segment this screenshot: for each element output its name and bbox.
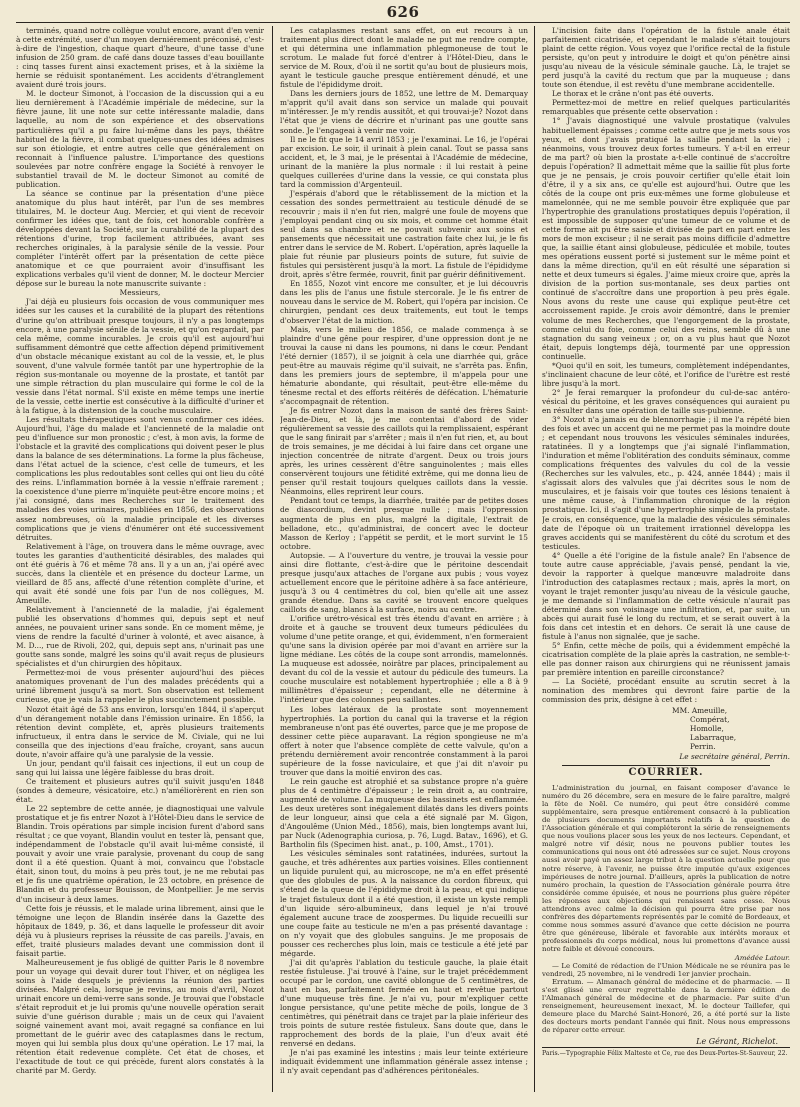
paragraph: Le rein gauche est atrophié et sa substance propre n'a guère plus de 4 centimètre d'épaisseur ; le rein droit a, au contraire, augmenté de volume. La muqueuse des bassinets est enflammée. Les deux uretères sont inégalement dilatés dans les divers points de leur longueur, ainsi que cela a été signalé par M. Gigon, d'Angoulême (Union Méd., 1856), mais, bien longtemps avant lui, par Nuck (Adenographia curiosa, p. 76, Lugd. Batav., 1696), et G. Bartholin fils (Specimen hist. anat., p. 100, Amst., 1701). [280,776,528,850]
member-name: MM. Ameuille, [672,705,728,715]
paragraph: Permettez-moi de vous présenter aujourd'hui des pièces anatomiques provenant de l'un des malades précédents qui a uriné librement jusqu'à sa mort. Son observation est tellement curieuse, que je vais la rappeler le plus succinctement possible. [16,668,264,705]
paragraph: Les résultats thérapeutiques sont venus confirmer ces idées. Aujourd'hui, l'âge du malade et l'ancienneté de la maladie ont peu d'influence sur mon pronostic ; c'est, à mon avis, la forme de l'obstacle et la gravité des complications qui doivent peser le plus dans la balance de ses déterminations. La forme la plus fâcheuse, dans l'état actuel de la science, c'est celle de tumeurs, et les complications les plus redoutables sont celles qui ont lieu du côté des reins. L'inflammation bornée à la vessie n'effraie rarement ; la coexistence d'une pierre m'inquiète peut-être encore moins ; et j'ai consigné, dans mes Recherches sur le traitement des maladies des voies urinaires, publiées en 1856, des observations assez nombreuses, où la maladie principale et les diverses complications que je viens d'énumérer ont été successivement détruites. [16,415,264,542]
paragraph: Il ne le fit que le 14 avril 1853 ; je l'examinai. Le 16, je l'opérai par excision. Le soir, il urinait à plein canal. Tout se passa sans accident, et, le 3 mai, je le présentai à l'Académie de médecine, urinant de la manière la plus normale : il lui restait à peine quelques cuillerées d'urine dans la vessie, ce qui constata plus tard la commission d'Argenteuil. [280,134,528,189]
paragraph: Je fis entrer Nozot dans la maison de santé des frères Saint-Jean-de-Dieu, et là, je me contentai d'abord de vider régulièrement sa vessie des caillots qui la remplissaient, espérant que le sang finirait par s'arrêter ; mais il n'en fut rien, et, au bout de trois semaines, je me décidai à lui faire dans cet organe une injection concentrée de nitrate d'argent. Deux ou trois jours après, les urines cessèrent d'être sanguinolentes ; mais elles conservèrent toujours une fétidité extrême, qui me donna lieu de penser qu'il restait toujours quelques caillots dans la vessie. Néanmoins, elles reprirent leur cours. [280,405,528,497]
paragraph: En 1855, Nozot vint encore me consulter, et je lui découvris dans les plis de l'anus une fistule stercorale. Je le fis entrer de nouveau dans le service de M. Robert, qui l'opéra par incision. Ce chirurgien, pendant ces deux traitements, eut tout le temps d'observer l'état de la miction. [280,279,528,325]
paragraph: Erratum. — Almanach général de médecine et de pharmacie. — Il s'est glissé une erreur regrettable dans la dernière édition de l'Almanach général de médecine et de pharmacie. Par suite d'un renseignement, heureusement inexact, M. le docteur Taillefer, qui demeure place du Marché Saint-Honoré, 26, a été porté sur la liste des docteurs morts pendant l'année qui finit. Nous nous empressons de réparer cette erreur. [542,977,790,1035]
courrier-title: COURRIER. [628,766,704,778]
member-name: Labarraque, [690,732,737,742]
paragraph: Les lobes latéraux de la prostate sont moyennement hypertrophiés. La portion du canal qui la traverse et la région membraneuse n'ont pas été ouvertes, parce que je me propose de dessiner cette pièce auparavant. La région spongieuse ne m'a offert à noter que l'absence complète de cette valvule, qu'on a prétendu dernièrement avoir rencontrée constamment à la paroi supérieure de la fosse naviculaire, et que j'ai dit n'avoir pu trouver que dans la moitié environ des cas. [280,704,528,777]
paragraph: L'administration du journal, en faisant composer d'avance le numéro du 26 décembre, sera en mesure de le faire paraître, malgré la fête de Noël. Ce numéro, qui peut être considéré comme supplémentaire, sera presque entièrement consacré à la publication de plusieurs documents importants relatifs à la question de l'Association générale et qui compléteront la série de renseignements que nous voulions placer sous les yeux de nos lecteurs. Cependant, et malgré notre vif désir, nous ne pouvons publier toutes les communications qui nous ont été adressées sur ce sujet. Nous croyons aussi avoir payé un assez large tribut à la question actuelle pour que notre réserve, à l'avenir, ne puisse être imputée qu'aux exigences impérieuses de notre journal. D'ailleurs, après la publication de notre numéro prochain, la question de l'Association générale pourra être considérée comme épuisée, et nous ne pourrions plus guère répéter les réponses aux objections qui renaissent sans cesse. Nous attendrons avec calme la décision qui pourra être prise par nos confrères des départements représentés par le comité de Bordeaux, et comme nous sommes assuré d'avance que cette décision ne pourra être que généreuse, libérale et favorable aux intérêts moraux et professionnels du corps médical, nous lui promettons d'avance aussi notre faible et dévoué concours. [542,783,790,954]
secretary-signature: Le secrétaire général, Perrin. [679,751,790,761]
section-divider [562,765,770,766]
page-number: 626 [386,3,420,21]
member-name: Perrin. [690,741,716,751]
column-divider [534,26,535,1092]
header-rule [16,22,790,23]
paragraph: *Quoi qu'il en soit, les tumeurs, complètement indépendantes, s'inclinaient chacune de leur côté, et l'orifice de l'urètre est resté libre jusqu'à la mort. [542,360,790,388]
paragraph: Malheureusement je fus obligé de quitter Paris le 8 novembre pour un voyage qui devait durer tout l'hiver, et on négligea les soins à l'aide desquels je prévienns la réunion des parties divisées. Malgré cela, lorsque je revins, au mois d'avril, Nozot urinait encore un demi-verre sans sonde. Je trouvai que l'obstacle s'était reproduit et je lui promis qu'une nouvelle opération serait suivie d'une guérison durable ; mais un de ceux qui l'avaient soigné vainement avant moi, avait regagné sa confiance en lui promettant de le guérir avec des cataplasmes dans le rectum, moyen qui lui sembla plus doux qu'une opération. Le 17 mai, la rétention était redevenue complète. Cet état de choses, et l'exactitude de tout ce qui précède, furent alors constatés à la charité par M. Gerdy. [16,957,264,1076]
printer-imprint: Paris.—Typographie Félix Malteste et Ce, rue des Deux-Portes-St-Sauveur, 22. [542,1049,788,1057]
paragraph: 5° Enfin, cette mèche de poils, qui a évidemment empêché la cicatrisation complète de la plaie après la castration, ne semble-t-elle pas donner raison aux chirurgiens qui ne réunissent jamais par première intention en pareille circonstance? [542,641,790,678]
paragraph: Permettez-moi de mettre en relief quelques particularités remarquables que présente cette observation : [542,98,790,117]
member-name: Compérat, [690,714,730,724]
column-right [542,26,790,1092]
paragraph: — La Société, procédant ensuite au scrutin secret à la nomination des membres qui devront faire partie de la commission des prix, désigne à cet effet : [542,677,790,705]
column-left [16,26,264,1092]
paragraph: 3° Nozot n'a jamais eu de blennorrhagie ; il me l'a répété bien des fois et avec un accent qui ne me permet pas la moindre doute ; et cependant nous trouvons les vésicules séminales indurées, ratatinées. Il y a longtemps que j'ai signalé l'inflammation, l'induration et même l'oblitération des conduits séminaux, comme complications fréquentes des valvules du col de la vessie (Recherches sur les valvules, etc., p. 424, année 1844) ; mais il s'agissait alors des valvules que j'ai décrites sous le nom de musculaires, et je faisais voir que toutes ces lésions tenaient à une même cause, à l'inflammation chronique de la région prostatique. Ici, il s'agit d'une hypertrophie simple de la prostate. Je crois, en conséquence, que la maladie des vésicules séminales date de l'époque où un traitement irrationnel développa les graves accidents qui se manifestèrent du côté du scrotum et des testicules. [542,415,790,551]
paragraph: 1° J'avais diagnostiqué une valvule prostatique (valvules habituellement épaisses ; comme cette autre que je mets sous vos yeux, et dont j'avais pratiqué la saillie pendant la vie) ; néanmoins, vous trouvez deux fortes tumeurs. Y a-t-il en erreur de ma part? où bien la prostate a-t-elle continué de s'accroître depuis l'opération? Il admettait même que la saillie fût plus forte que je ne pensais, je crois pouvoir certifier qu'elle était loin d'être, il y a six ans, ce qu'elle est aujourd'hui. Outre que les côtés de la coupe ont pris eux-mêmes une forme globuleuse et mamelonnée, qui ne me semble pouvoir être expliquée que par l'hypertrophie des granulations prostatiques depuis l'opération, il est impossible de supposer qu'une tumeur de ce volume et de cette forme ait pu être saisie et divisée de part en part entre les mors de mon exciseur ; il ne serait pas moins difficile d'admettre que, la saillie étant ainsi globuleuse, pédiculée et mobile, toutes mes opérations eussent porté si justement sur le même point et dans la même direction, qu'il en eût résulté une séparation si nette et deux tumeurs si égales. J'aime mieux croire que, après la division de la portion sus-montanale, ses deux parties ont continué de s'accroître dans une proportion à peu près égale. Nous avons du reste une cause qui explique peut-être cet accroissement rapide. Je crois avoir démontré, dans le premier volume de mes Recherches, que l'engorgement de la prostate, comme celui du foie, comme celui des reins, semble dû à une stagnation du sang veineux ; or, on a vu plus haut que Nozot était, depuis longtemps déjà, tourmenté par une oppression continuelle. [542,116,790,361]
paragraph: terminés, quand notre collègue voulut encore, avant d'en venir à cette extrémité, user d'un moyen derniérement préconisé, c'est-à-dire de l'ingestion, chaque quart d'heure, d'une tasse d'une infusion de 250 gram. de café dans douze tasses d'eau bouillante : cinq tasses furent ainsi exactement prises, et à la sixième la hernie se réduisit spontanément. Les accidents d'étranglement avaient duré trois jours. [16,26,264,90]
imprint-rule [542,1047,790,1048]
paragraph: — Le Comité de rédaction de l'Union Médicale ne se réunira pas le vendredi, 25 novembre, ni le vendredi 1er janvier prochain. [542,961,790,978]
gerant-signature: Le Gérant, Richelot. [696,1036,778,1046]
paragraph: Cette fois je réussis, et le malade urina librement, ainsi que le témoigne une leçon de Blandin insérée dans la Gazette des hôpitaux de 1849, p. 36, et dans laquelle le professeur dit avoir déjà vu à plusieurs reprises la réussite de cas pareils. J'avais, en effet, traité plusieurs malades devant une commission dont il faisait partie. [16,903,264,958]
column-right-body [542,26,790,705]
paragraph: La séance se continue par la présentation d'une pièce anatomique du plus haut intérêt, par l'un de ses membres titulaires, M. le docteur Aug. Mercier, et qui vient de recevoir confirmer les idées que, tant de fois, cet honorable confrère a développées devant la Société, sur la curabilité de la plupart des rétentions d'urine, trop facilement attribuées, avant ses recherches originales, à la paralysie sénile de la vessie. Pour compléter l'intérêt offert par la présentation de cette pièce anatomique et ce que pourraient avoir d'insuffisant les explications verbales qu'il vient de donner, M. le docteur Mercier dépose sur le bureau la note manuscrite suivante : [16,188,264,289]
paragraph: Nozot était âgé de 53 ans environ, lorsqu'en 1844, il s'aperçut d'un dérangement notable dans l'émission urinaire. En 1856, la rétention devint complète, et, après plusieurs traitements infructueux, il entra dans le service de M. Civiale, qui ne lui conseilla que des injections d'eau fraîche, croyant, sans aucun doute, n'avoir affaire qu'à une paralysie de la vessie. [16,704,264,759]
paragraph: Relativement à l'âge, on trouvera dans le même ouvrage, avec toutes les garanties d'authenticité désirables, des malades qui ont été guéris à 76 et même 78 ans. Il y a un an, j'ai opéré avec succès, dans la clientèle et en présence du docteur Larme, un vieillard de 85 ans, affecté d'une rétention complète d'urine, et qui avait été sondé une fois par l'un de nos collègues, M. Ameuille. [16,541,264,605]
paragraph: Relativement à l'ancienneté de la maladie, j'ai également publié les observations d'hommes qui, depuis sept et neuf années, ne pouvaient uriner sans sonde. En ce moment même, je viens de rendre la faculté d'uriner à volonté, et avec aisance, à M. D..., rue de Rivoli, 202, qui, depuis sept ans, n'urinait pas une goutte sans sonde, malgré les soins qu'il avait reçus de plusieurs spécialistes et d'un chirurgien des hôpitaux. [16,605,264,669]
section-divider-short [641,779,691,780]
paragraph: 4° Quelle a été l'origine de la fistule anale? En l'absence de toute autre cause appréciable, j'avais pensé, pendant la vie, devoir la rapporter à quelque manœuvre maladroite dans l'introduction des cataplasmes rectaux ; mais, après la mort, on voyant le trajet remonter jusqu'au niveau de la vésicule gauche, je me demande si l'inflammation de cette vésicule n'aurait pas déterminé dans son voisinage une infiltration, et, par suite, un abcès qui aurait fusé le long du rectum, et se serait ouvert à la fois dans cet intestin et en dehors. Ce serait là une cause de fistule à l'anus non signalée, que je sache. [542,550,790,642]
commission-members [672,706,790,751]
member-name: Homolle, [690,723,724,733]
paragraph: L'orifice urétro-vésical est très étendu d'avant en arrière ; à droite et à gauche se trouvent deux tumeurs pédiculées du volume d'une petite orange, et qui, évidemment, n'en formeraient qu'une sans la division opérée par moi d'avant en arrière sur la ligne médiane. Les côtés de la coupe sont arrondis, mamelonnés. La muqueuse est adossée, noirâtre par places, principalement au devant du col de la vessie et autour du pédicule des tumeurs. La couche musculaire est notablement hypertrophiée ; elle a 8 à 9 millimètres d'épaisseur ; cependant, elle ne détermine à l'intérieur que des colonnes peu saillantes. [280,614,528,705]
column-divider [272,26,273,1092]
paragraph: Pendant tout ce temps, la diarrhée, traitée par de petites doses de diascordium, devint presque nulle ; mais l'oppression augmenta de plus en plus, malgré la digitale, l'extrait de belladone, etc., qu'administrai, de concert avec le docteur Masson de Kerloy ; l'appétit se perdit, et le mort survint le 15 octobre. [280,496,528,551]
courrier-body [542,784,790,1035]
paragraph: L'incision faite dans l'opération de la fistule anale était parfaitement cicatrisée, et cependant le malade s'était toujours plaint de cette région. Vous voyez que l'orifice rectal de la fistule persiste, qu'on peut y introduire le doigt et qu'on pénètre ainsi jusqu'au niveau de la vésicule séminale gauche. Là, le trajet se perd jusqu'à la cavité du rectum que par la muqueuse ; dans toute son étendue, il est revêtu d'une membrane accidentelle. [542,26,790,90]
paragraph: J'ai déjà eu plusieurs fois occasion de vous communiquer mes idées sur les causes et la curabilité de la plupart des rétentions d'urine qu'on attribuait presque toujours, il n'y a pas longtemps encore, à une paralysie sénile de la vessie, et qu'on regardait, par cela même, comme incurables. Je crois qu'il est aujourd'hui suffisamment démontré que cette affection dépend primitivement d'un obstacle mécanique existant au col de la vessie, et, le plus souvent, d'une valvule formée tantôt par une hypertrophie de la région sus-montanale ou moyenne de la prostate, et tantôt par une simple rétraction du plan musculaire qui forme le col de la vessie dans l'état normal. S'il existe en même temps une inertie de la vessie, cette inertie est consécutive à la difficulté d'uriner et à la fatigue, à la distension de la couche musculaire. [16,297,264,415]
paragraph: Les cataplasmes restant sans effet, on eut recours à un traitement plus direct dont le malade ne put me rendre compte, et qui détermina une inflammation phlegmoneuse de tout le scrotum. Le malade fut forcé d'entrer à l'Hôtel-Dieu, dans le service de M. Roux, d'où il ne sortit qu'au bout de plusieurs mois, ayant le testicule gauche presque entièrement dénudé, et une fistule de l'épididyme droit. [280,26,528,90]
column-middle [280,26,528,1092]
paragraph: Mais, vers le milieu de 1856, ce malade commença à se plaindre d'une gêne pour respirer, d'une oppression dont je ne trouvai la cause ni dans les poumons, ni dans le cœur. Pendant l'été dernier (1857), il se joignit à cela une diarrhée qui, grâce peut-être au mauvais régime qu'il suivait, ne s'arrêta pas. Enfin, dans les premiers jours de septembre, il m'appela pour une hématurie abondante, qui résultait, peut-être elle-même du ténesme rectal et des efforts réitérés de défécation. L'hématurie s'accompagnait de rétention. [280,324,528,406]
paragraph: Je n'ai pas examiné les intestins ; mais leur teinte extérieure indiquait évidemment une inflammation générale assez intense ; il n'y avait cependant pas d'adhérences péritonéales. [280,1048,528,1076]
newspaper-page [16,0,790,1107]
paragraph: M. le docteur Simonot, à l'occasion de la discussion qui a eu lieu dernièrement à l'Académie impériale de médecine, sur la fièvre jaune, lit une note sur cette intéressante maladie, dans laquelle, au nom de son expérience et des observations particulières qu'il a pu faire lui-même dans les pays, théâtre habituel de la fièvre, il combat quelques-unes des idées admises sur son étiologie, et entre autres celle que généralement on reconnait à l'influence palustre. L'importance des questions soulevées par notre confrère engage la Société à renvoyer le substantiel travail de M. le docteur Simonot au comité de publication. [16,89,264,189]
paragraph: Les vésicules séminales sont ratatinées, indurées, surtout la gauche, et très adhérentes aux parties voisines. Elles contiennent un liquide purulent qui, au microscope, ne m'a en effet présenté que des globules de pus. A la naissance du cordon fibreux, qui s'étend de la queue de l'épididyme droit à la peau, et qui indique le trajet fistuleux dont il a été question, il existe un kyste rempli d'un liquide séro-albumineux, dans lequel je n'ai trouvé également aucune trace de zoospermes. Du liquide recueilli sur une coupe faite au testicule ne m'en a pas présenté davantage : on n'y voyait que des globules sanguins. Je me proposais de pousser ces recherches plus loin, mais ce testicule a été jeté par mégarde. [280,849,528,958]
courrier-signature: Amédée Latour. [734,953,790,962]
paragraph: J'ai dit qu'après l'ablation du testicule gauche, la plaie était restée fistuleuse. J'ai trouvé à l'aine, sur le trajet précédemment occupé par le cordon, une cavité oblongue de 5 centimètres, de haut en bas, parfaitement fermée en haut et revêtue partout d'une muqueuse très fine. Je n'ai vu, pour m'expliquer cette longue persistance, qu'une petite mèche de poils, longue de 3 centimètres, qui pénétrait dans ce trajet par la plaie inférieur des trois points de suture restée fistuleux. Sans doute que, dans le rapprochement des bords de la plaie, l'un d'eux avait été renversé en dedans. [280,957,528,1049]
paragraph: Un jour, pendant qu'il faisait ces injections, il eut un coup de sang qui lui laissa une légère faiblesse du bras droit. [16,758,264,777]
paragraph: J'espérais d'abord que le rétablissement de la miction et la cessation des sondes permettraient au testicule dénudé de se recouvrir ; mais il n'en fut rien, malgré une foule de moyens que j'employai pendant cinq ou six mois, et comme cet homme était seul dans sa chambre et ne pouvait subvenir aux soins et pansements que nécessitait une castration faite chez lui, je le fis entrer dans le service de M. Robert. L'opération, après laquelle la plaie fut réunie par plusieurs points de suture, fut suivie de fistules qui persistèrent jusqu'à la mort. La fistule de l'épididyme droit, après s'être fermée, rouvrit, finit par guérir définitivement. [280,188,528,280]
paragraph: Autopsie. — A l'ouverture du ventre, je trouvai la vessie pour ainsi dire flottante, c'est-à-dire que le péritoine descendait presque jusqu'aux attaches de l'organe aux pubis ; vous voyez actuellement encore que le péritoine adhère à sa face antérieure, jusqu'à 3 ou 4 centimètres du col, bien qu'elle ait une assez grande étendue. Dans sa cavité se trouvent encore quelques caillots de sang, blancs à la surface, noirs au centre. [280,550,528,614]
paragraph: Messieurs, [119,288,161,298]
paragraph: 2° Je ferai remarquer la profondeur du cul-de-sac antéro-vésical du péritoine, et les graves conséquences qui auraient pu en résulter dans une opération de taille sus-pubienne. [542,387,790,415]
paragraph: Ce traitement et plusieurs autres qu'il suivit jusqu'en 1848 (sondes à demeure, vésicatoire, etc.) n'améliorèrent en rien son état. [16,776,264,804]
paragraph: Dans les derniers jours de 1852, une lettre de M. Demarquay m'apprit qu'il avait dans son service un malade qui pouvait m'intéresser. Je m'y rendis aussitôt, et qui trouvai-je? Nozot dans l'état que je viens de décrire et n'urinant pas une goutte sans sonde. Je l'engageai à venir me voir. [280,89,528,135]
paragraph: Le thorax et le crâne n'ont pas été ouverts. [552,89,714,99]
paragraph: Le 22 septembre de cette année, je diagnostiquai une valvule prostatique et je fis entrer Nozot à l'Hôtel-Dieu dans le service de Blandin. Trois opérations par simple incision furent d'abord sans résultat ; ce que voyant, Blandin voulut en tester là, pensant que, indépendamment de l'obstacle qu'il avait lui-même consisté, il pouvait y avoir une vraie paralysie, provenant du coup de sang dont il a été question. Quant à moi, convaincu que l'obstacle était, sinon tout, du moins à peu près tout, je ne me rebutai pas et je fis une quatrième opération, le 23 octobre, en présence de Blandin et du professeur Bouisson, de Montpellier. Je me servis d'un inciseur à deux lames. [16,804,264,904]
